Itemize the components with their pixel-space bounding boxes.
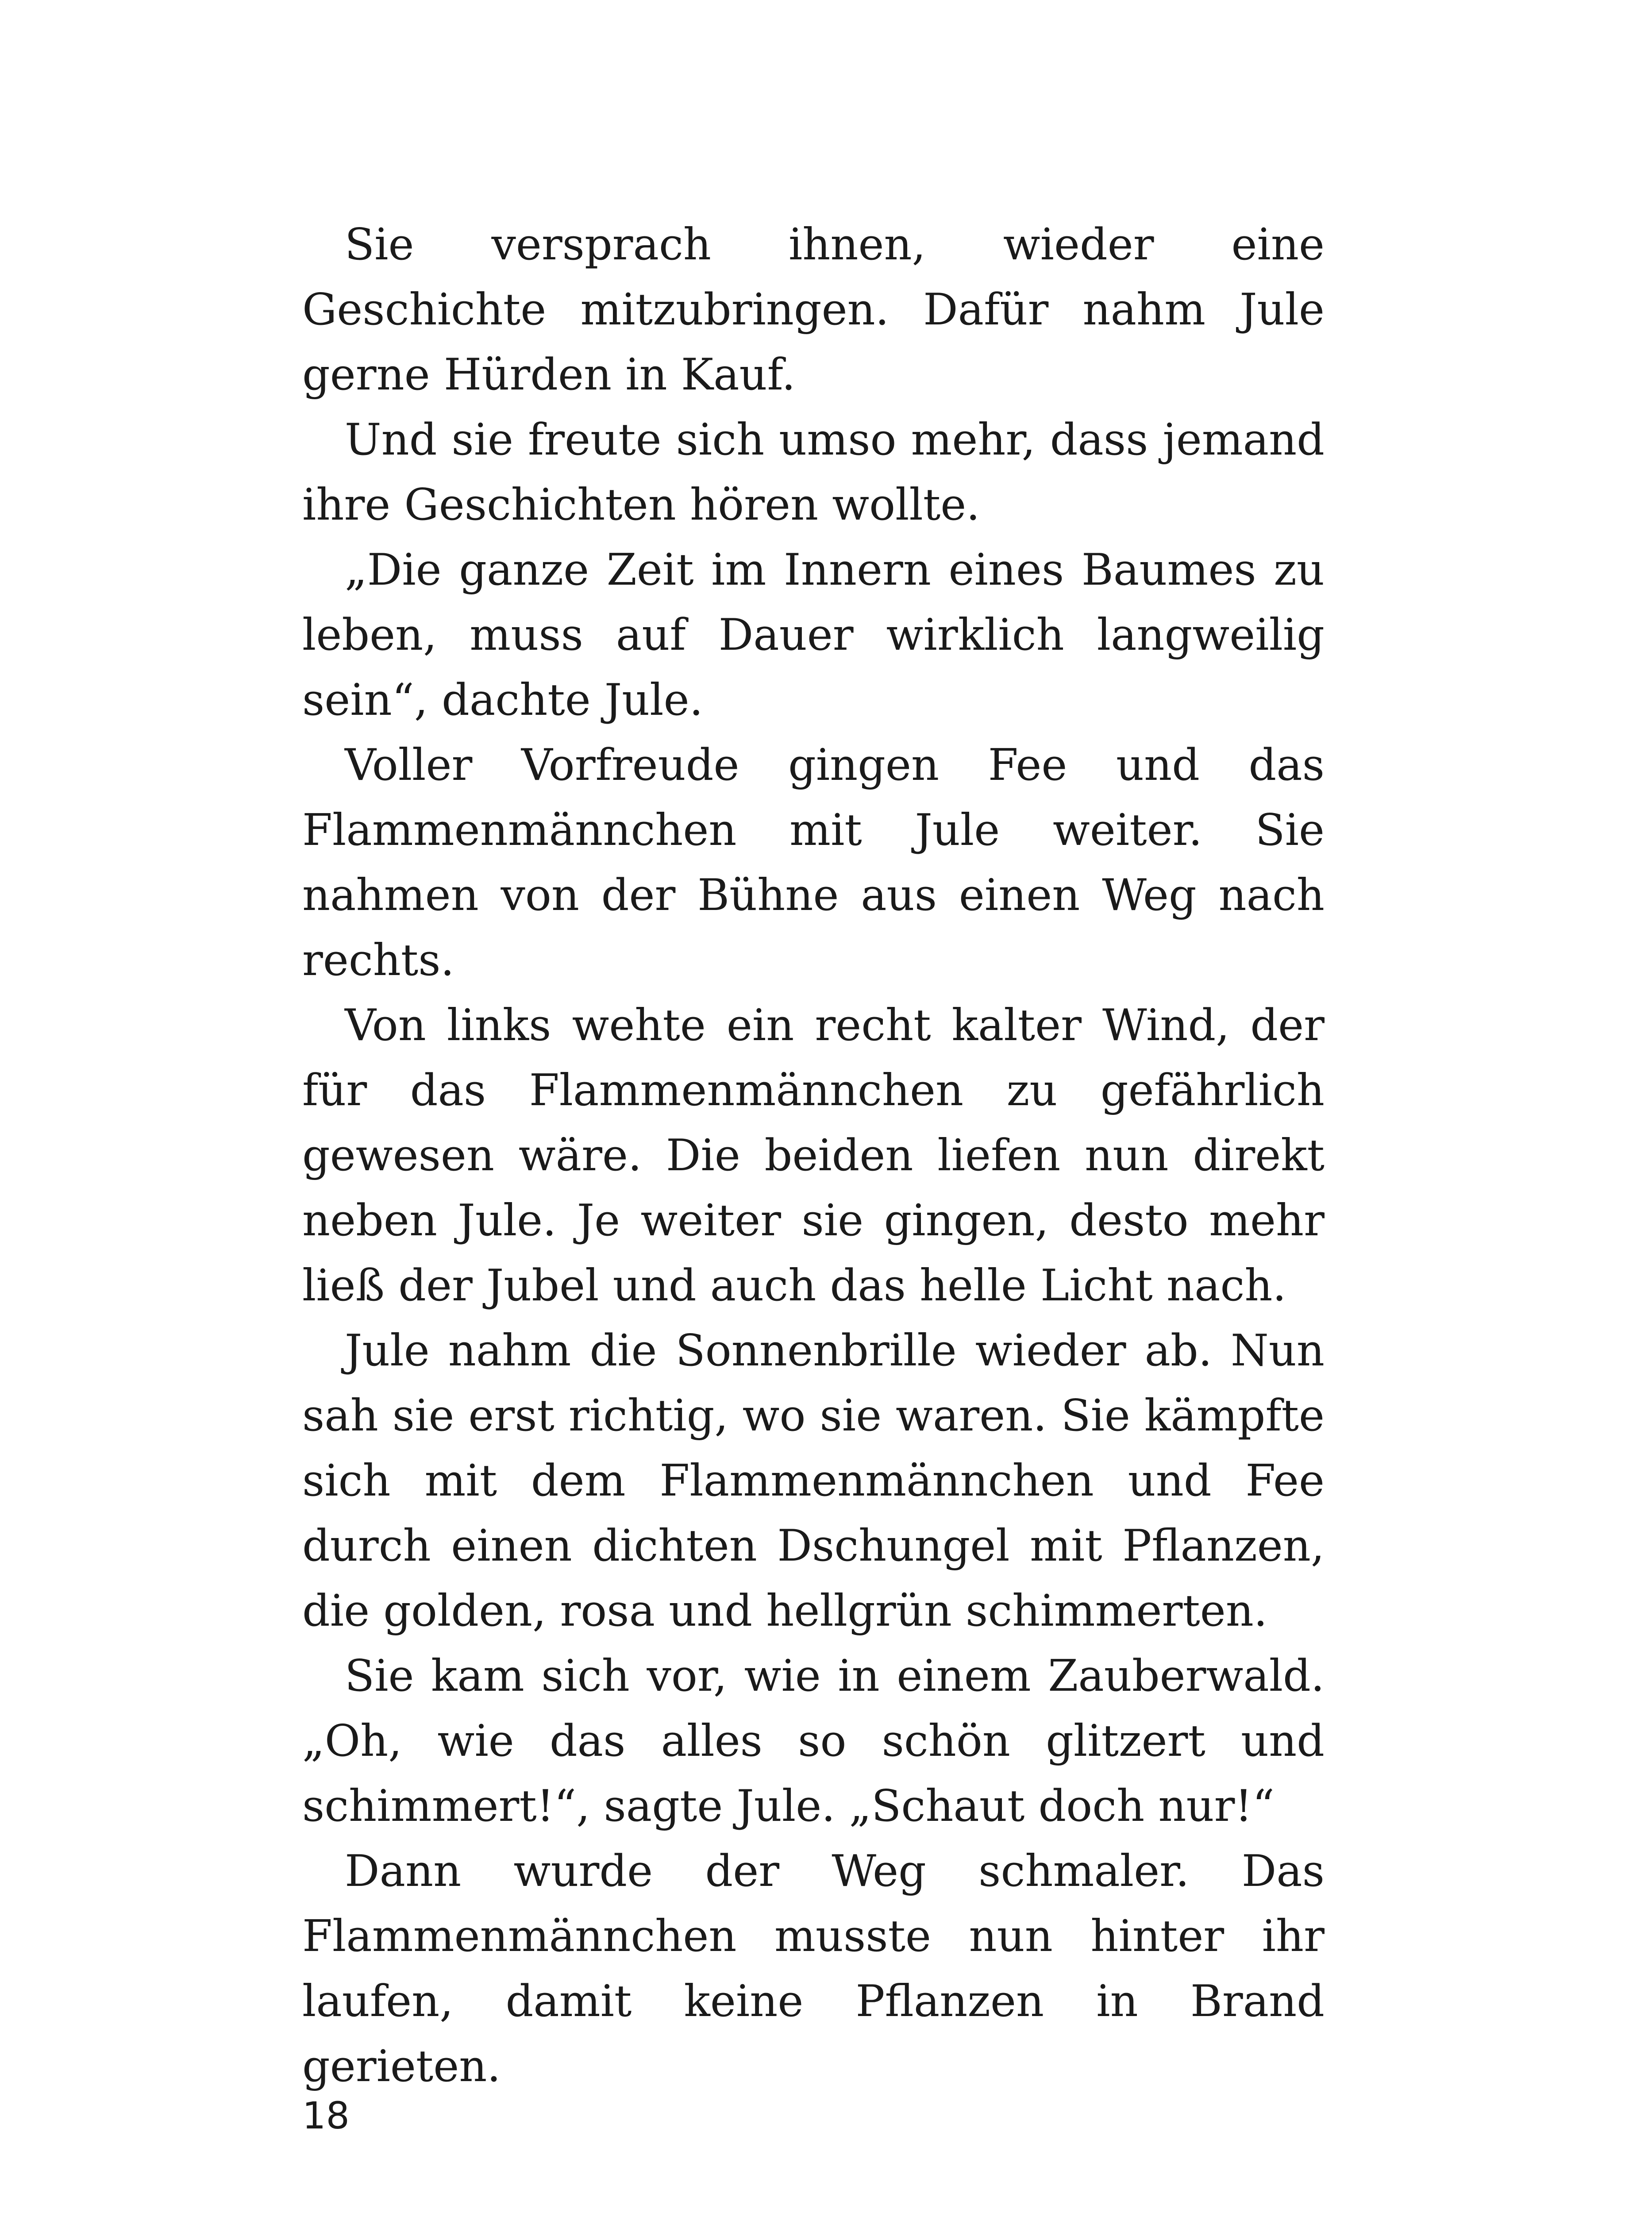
paragraph: Sie kam sich vor, wie in einem Zauberwald. „Oh, wie das alles so schön glitzert und schimmert!“, sagte Jule. „Schaut doch nur!“ <box>302 1651 1325 1831</box>
page-number: 18 <box>302 2094 350 2137</box>
paragraph: Und sie freute sich umso mehr, dass jemand ihre Geschichten hören wollte. <box>302 415 1325 530</box>
paragraph: „Die ganze Zeit im Innern eines Baumes zu leben, muss auf Dauer wirklich langweilig sein“, dachte Jule. <box>302 545 1325 725</box>
paragraph: Sie versprach ihnen, wieder eine Geschichte mitzubringen. Dafür nahm Jule gerne Hürden in Kauf. <box>302 220 1325 400</box>
paragraph: Dann wurde der Weg schmaler. Das Flammenmännchen musste nun hinter ihr laufen, damit keine Pflanzen in Brand gerieten. <box>302 1846 1325 2092</box>
paragraph: Von links wehte ein recht kalter Wind, der für das Flammenmännchen zu gefährlich gewesen wäre. Die beiden liefen nun direkt neben Jule. Je weiter sie gingen, desto mehr ließ der Jubel und auch das helle Licht nach. <box>302 1000 1325 1311</box>
body-text <box>302 212 1325 2099</box>
paragraph: Voller Vorfreude gingen Fee und das Flammenmännchen mit Jule weiter. Sie nahmen von der Bühne aus einen Weg nach rechts. <box>302 740 1325 986</box>
paragraph: Jule nahm die Sonnenbrille wieder ab. Nun sah sie erst richtig, wo sie waren. Sie kämpfte sich mit dem Flammenmännchen und Fee durch einen dichten Dschungel mit Pflanzen, die golden, rosa und hellgrün schimmerten. <box>302 1326 1325 1636</box>
